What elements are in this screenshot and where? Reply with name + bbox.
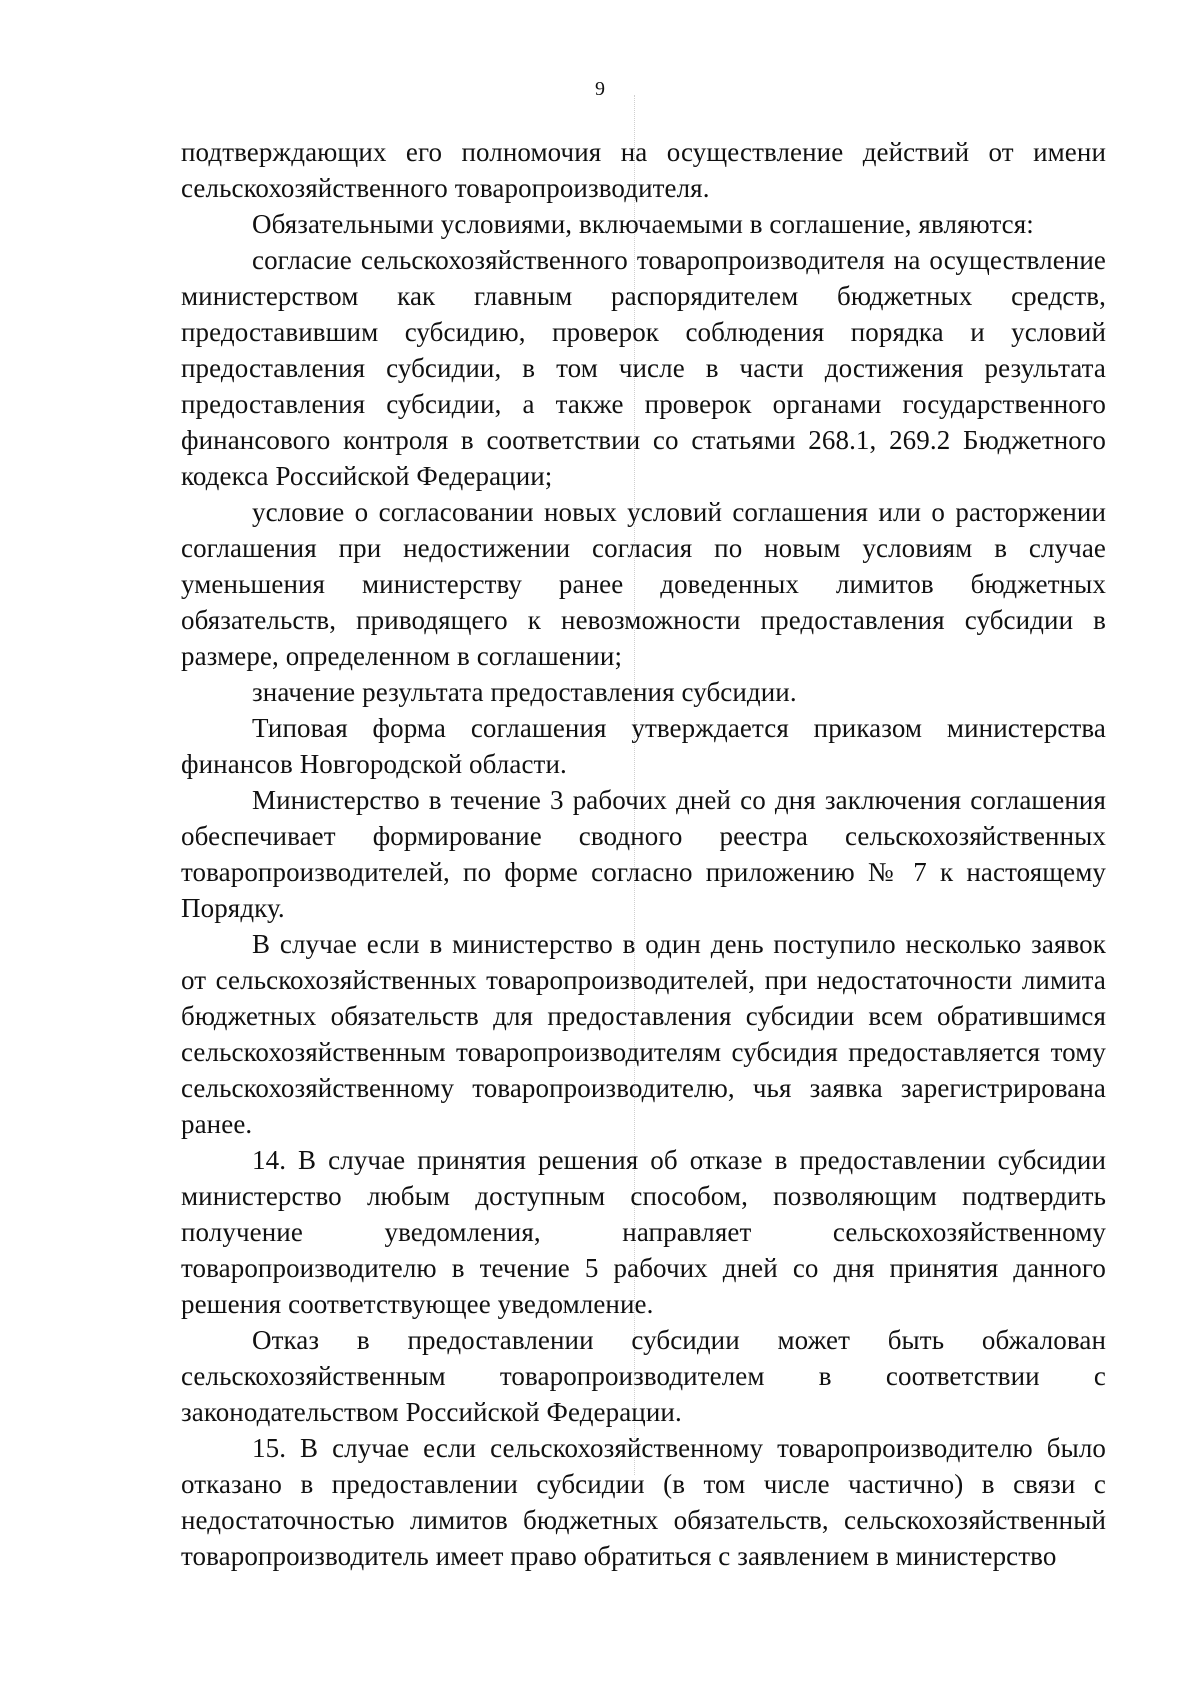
paragraph-standard-form: Типовая форма соглашения утверждается приказом министерства финансов Новгородской области. [181,713,1106,779]
paragraph-new-conditions: условие о согласовании новых условий соглашения или о расторжении соглашения при недостижении согласия по новым условиям в случае уменьшения министерству ранее доведенных лимитов бюджетных обязательств, приводящего к невозможности предоставления субсидии в размере, определенном в соглашении; [181,497,1106,671]
paragraph-continuation: подтверждающих его полномочия на осуществление действий от имени сельскохозяйственного товаропроизводителя. [181,137,1106,203]
paragraph-mandatory-conditions: Обязательными условиями, включаемыми в соглашение, являются: [252,209,1034,239]
document-body [181,134,1106,1574]
paragraph-result-value: значение результата предоставления субсидии. [252,677,797,707]
page-number: 9 [595,78,605,100]
paragraph-appeal: Отказ в предоставлении субсидии может быть обжалован сельскохозяйственным товаропроизводителем в соответствии с законодательством Российской Федерации. [181,1325,1106,1427]
paragraph-multiple-applications: В случае если в министерство в один день поступило несколько заявок от сельскохозяйственных товаропроизводителей, при недостаточности лимита бюджетных обязательств для предоставления субсидии всем обратившимся сельскохозяйственным товаропроизводителям субсидия предоставляется тому сельскохозяйственному товаропроизводителю, чья заявка зарегистрирована ранее. [181,929,1106,1139]
paragraph-item-15-reapplication: 15. В случае если сельскохозяйственному товаропроизводителю было отказано в предоставлении субсидии (в том числе частично) в связи с недостаточностью лимитов бюджетных обязательств, сельскохозяйственный товаропроизводитель имеет право обратиться с заявлением в министерство [181,1433,1106,1571]
paragraph-item-14-refusal-notice: 14. В случае принятия решения об отказе в предоставлении субсидии министерство любым доступным способом, позволяющим подтвердить получение уведомления, направляет сельскохозяйственному товаропроизводителю в течение 5 рабочих дней со дня принятия данного решения соответствующее уведомление. [181,1145,1106,1319]
paragraph-consent-to-inspections: согласие сельскохозяйственного товаропроизводителя на осуществление министерством как главным распорядителем бюджетных средств, предоставившим субсидию, проверок соблюдения порядка и условий предоставления субсидии, в том числе в части достижения результата предоставления субсидии, а также проверок органами государственного финансового контроля в соответствии со статьями 268.1, 269.2 Бюджетного кодекса Российской Федерации; [181,245,1106,491]
paragraph-consolidated-register: Министерство в течение 3 рабочих дней со дня заключения соглашения обеспечивает формирование сводного реестра сельскохозяйственных товаропроизводителей, по форме согласно приложению № 7 к настоящему Порядку. [181,785,1106,923]
